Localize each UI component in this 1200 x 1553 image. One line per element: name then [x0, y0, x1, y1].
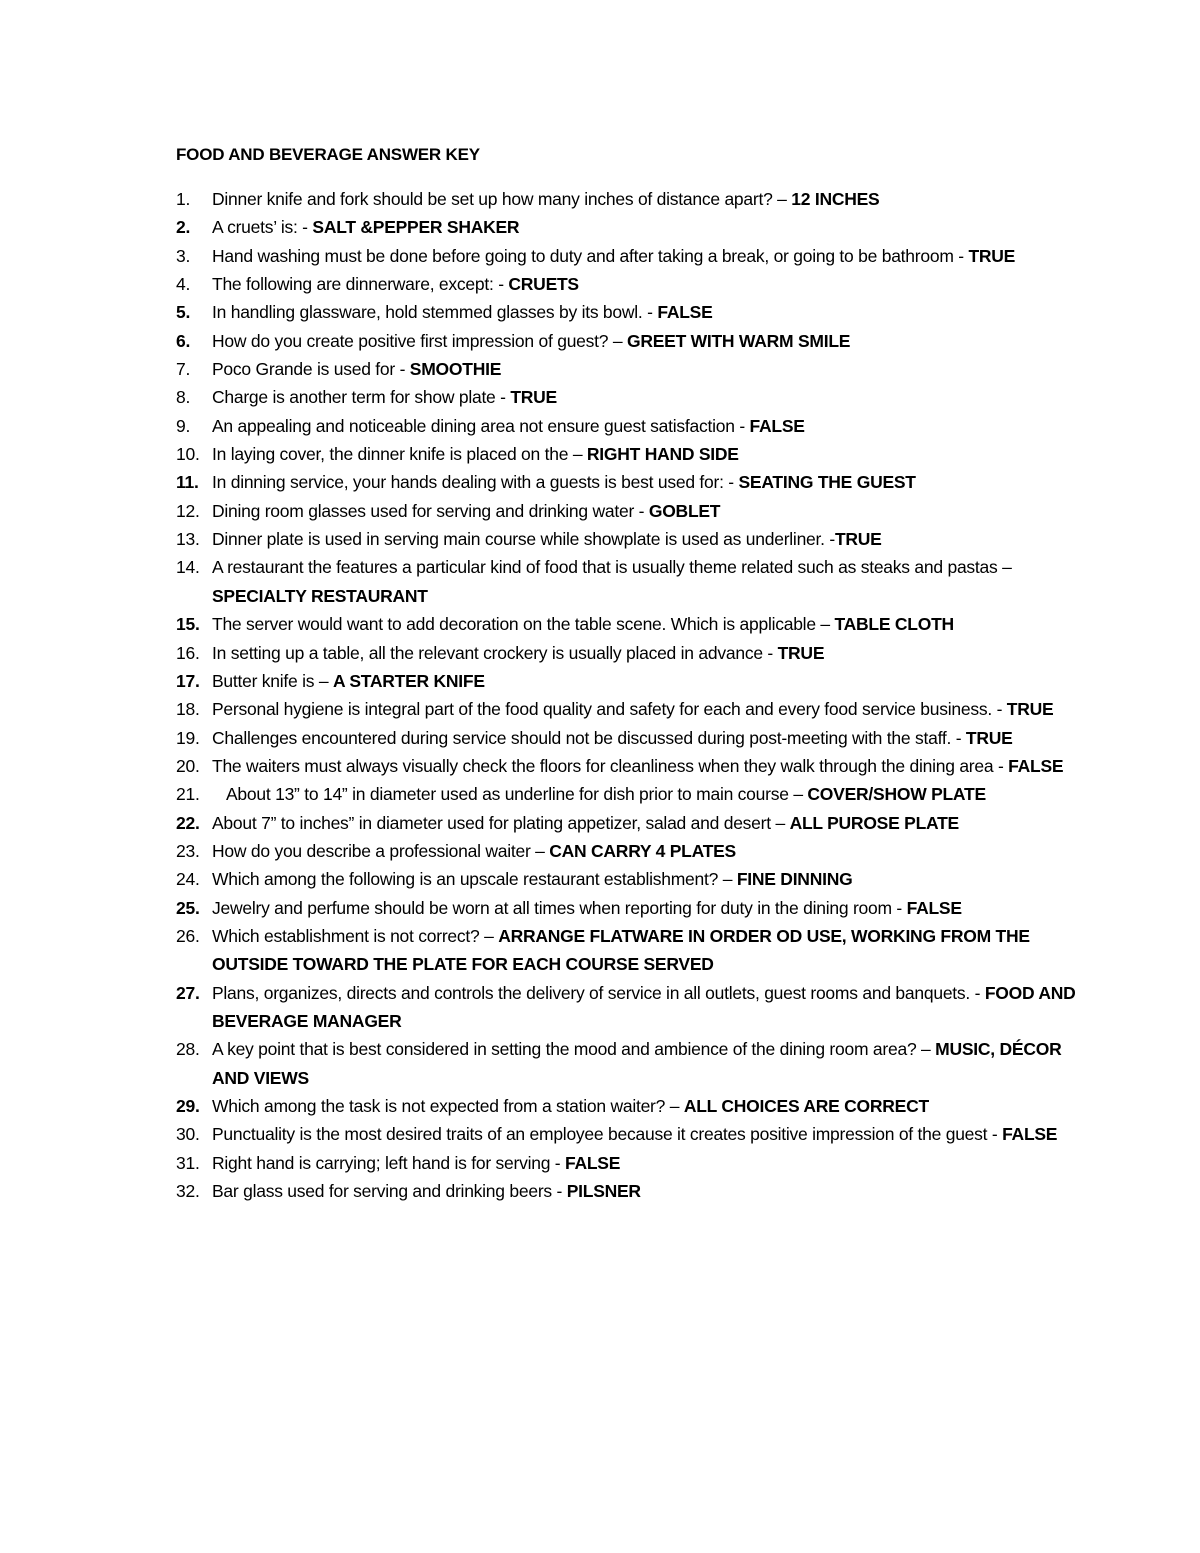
item-number: 24.	[176, 869, 200, 890]
answer-text: TRUE	[777, 642, 825, 663]
answer-item	[176, 1035, 1076, 1092]
answer-item	[176, 298, 1076, 326]
answer-item	[176, 270, 1076, 298]
question-text: Punctuality is the most desired traits of an employee because it creates positive impression of the guest -	[212, 1124, 1003, 1145]
question-text: Which establishment is not correct? –	[212, 925, 499, 946]
item-body	[212, 1177, 1076, 1205]
answer-text: TRUE	[965, 727, 1013, 748]
item-number: 19.	[176, 727, 200, 748]
item-number: 13.	[176, 529, 200, 550]
item-body	[212, 298, 1076, 326]
answer-key-list	[176, 185, 1076, 1205]
question-text: Dinner knife and fork should be set up how many inches of distance apart? –	[212, 189, 792, 209]
answer-item	[176, 497, 1076, 525]
answer-text: SALT &PEPPER SHAKER	[312, 217, 520, 238]
answer-text: TRUE	[1006, 699, 1054, 720]
item-number: 12.	[176, 500, 200, 521]
item-number: 8.	[176, 387, 191, 408]
answer-item	[176, 752, 1076, 780]
item-number: 1.	[176, 189, 191, 209]
answer-text: SEATING THE GUEST	[738, 472, 916, 493]
question-text: Dinner plate is used in serving main course while showplate is used as underliner. -	[212, 529, 835, 550]
answer-item	[176, 553, 1076, 610]
question-text: Right hand is carrying; left hand is for serving -	[212, 1152, 565, 1173]
item-number: 23.	[176, 840, 200, 861]
answer-text: FALSE	[749, 415, 805, 436]
question-text: Charge is another term for show plate -	[212, 387, 511, 408]
answer-text: ALL CHOICES ARE CORRECT	[683, 1096, 929, 1116]
question-text: A key point that is best considered in setting the mood and ambience of the dining room area? –	[212, 1039, 936, 1060]
answer-item	[176, 695, 1076, 723]
answer-text: FALSE	[1008, 755, 1064, 776]
item-body	[212, 1092, 1076, 1120]
answer-text: FINE DINNING	[736, 869, 853, 890]
question-text: The server would want to add decoration on the table scene. Which is applicable –	[212, 614, 835, 635]
item-number: 6.	[176, 330, 191, 351]
item-number: 11.	[176, 472, 199, 493]
question-text: Plans, organizes, directs and controls the delivery of service in all outlets, guest rooms and banquets. -	[212, 982, 985, 1003]
answer-item	[176, 525, 1076, 553]
item-body	[212, 525, 1076, 553]
question-text: Personal hygiene is integral part of the food quality and safety for each and every food service business. -	[212, 699, 1007, 720]
item-number: 21.	[176, 784, 200, 805]
item-body	[212, 780, 1076, 808]
answer-text: FALSE	[1002, 1124, 1058, 1145]
item-body	[212, 865, 1076, 893]
question-text: About 13” to 14” in diameter used as underline for dish prior to main course –	[226, 784, 808, 805]
question-text: Butter knife is –	[212, 670, 333, 691]
item-number: 3.	[176, 245, 191, 266]
answer-item	[176, 780, 1076, 808]
item-body	[212, 667, 1076, 695]
item-number: 9.	[176, 415, 191, 436]
answer-item	[176, 922, 1076, 979]
item-number: 32.	[176, 1181, 200, 1202]
item-body	[212, 185, 1076, 213]
answer-text: SMOOTHIE	[409, 359, 502, 380]
item-body	[212, 440, 1076, 468]
question-text: The waiters must always visually check the floors for cleanliness when they walk through the dining area -	[212, 755, 1009, 776]
item-body	[212, 213, 1076, 241]
answer-item	[176, 1149, 1076, 1177]
item-body	[212, 809, 1076, 837]
answer-text: FALSE	[657, 302, 713, 323]
item-body	[212, 412, 1076, 440]
question-text: An appealing and noticeable dining area not ensure guest satisfaction -	[212, 415, 750, 436]
item-body	[212, 468, 1076, 496]
item-number: 5.	[176, 302, 191, 323]
item-number: 2.	[176, 217, 191, 238]
item-body	[212, 1120, 1076, 1148]
question-text: A cruets’ is: -	[212, 217, 313, 238]
item-number: 4.	[176, 274, 191, 295]
answer-item	[176, 1120, 1076, 1148]
item-body	[212, 355, 1076, 383]
question-text: In handling glassware, hold stemmed glasses by its bowl. -	[212, 302, 658, 323]
question-text: About 7” to inches” in diameter used for plating appetizer, salad and desert –	[212, 812, 790, 833]
item-body	[212, 327, 1076, 355]
item-body	[212, 752, 1076, 780]
answer-item	[176, 865, 1076, 893]
answer-text: FOOD AND BEVERAGE MANAGER	[212, 982, 1076, 1031]
item-body	[212, 497, 1076, 525]
answer-text: GOBLET	[648, 500, 721, 521]
answer-text: SPECIALTY RESTAURANT	[212, 585, 428, 606]
answer-text: ALL PUROSE PLATE	[789, 812, 959, 833]
item-body	[212, 242, 1076, 270]
question-text: How do you create positive first impression of guest? –	[212, 330, 627, 351]
answer-item	[176, 894, 1076, 922]
answer-text: ARRANGE FLATWARE IN ORDER OD USE, WORKING FROM THE OUTSIDE TOWARD THE PLATE FOR EACH COURSE SERVED	[212, 925, 1030, 975]
item-number: 17.	[176, 670, 200, 691]
item-body	[212, 695, 1076, 723]
item-body	[212, 894, 1076, 922]
item-body	[212, 639, 1076, 667]
answer-item	[176, 213, 1076, 241]
answer-item	[176, 1177, 1076, 1205]
item-number: 31.	[176, 1152, 200, 1173]
answer-item	[176, 355, 1076, 383]
item-body	[212, 1149, 1076, 1177]
item-number: 30.	[176, 1124, 200, 1145]
item-number: 20.	[176, 755, 200, 776]
answer-item	[176, 610, 1076, 638]
item-number: 22.	[176, 812, 200, 833]
item-number: 25.	[176, 897, 200, 918]
answer-item	[176, 724, 1076, 752]
item-body	[212, 922, 1076, 979]
answer-item	[176, 383, 1076, 411]
answer-item	[176, 440, 1076, 468]
answer-text: PILSNER	[566, 1181, 641, 1202]
question-text: A restaurant the features a particular kind of food that is usually theme related such as steaks and pastas –	[212, 557, 1012, 578]
question-text: Hand washing must be done before going to duty and after taking a break, or going to be bathroom -	[212, 245, 969, 266]
question-text: How do you describe a professional waiter –	[212, 840, 550, 861]
answer-item	[176, 639, 1076, 667]
item-body	[212, 270, 1076, 298]
answer-item	[176, 468, 1076, 496]
answer-text: TABLE CLOTH	[834, 614, 954, 635]
answer-text: TRUE	[834, 529, 882, 550]
answer-item	[176, 1092, 1076, 1120]
item-number: 28.	[176, 1039, 200, 1060]
item-body	[212, 979, 1076, 1036]
question-text: In setting up a table, all the relevant crockery is usually placed in advance -	[212, 642, 778, 663]
answer-text: MUSIC, DÉCOR AND VIEWS	[212, 1039, 1062, 1088]
question-text: Which among the following is an upscale restaurant establishment? –	[212, 869, 737, 890]
item-number: 27.	[176, 982, 200, 1003]
answer-text: CRUETS	[508, 274, 579, 295]
answer-text: GREET WITH WARM SMILE	[626, 330, 851, 351]
item-number: 29.	[176, 1096, 200, 1116]
item-body	[212, 383, 1076, 411]
question-text: Bar glass used for serving and drinking beers -	[212, 1181, 567, 1202]
item-number: 26.	[176, 925, 200, 946]
question-text: Dining room glasses used for serving and drinking water -	[212, 500, 649, 521]
item-number: 7.	[176, 359, 191, 380]
answer-text: TRUE	[510, 387, 557, 408]
answer-item	[176, 809, 1076, 837]
item-number: 16.	[176, 642, 200, 663]
answer-item	[176, 979, 1076, 1036]
question-text: The following are dinnerware, except: -	[212, 274, 509, 295]
answer-text: 12 INCHES	[791, 189, 880, 209]
item-body	[212, 837, 1076, 865]
answer-item	[176, 412, 1076, 440]
item-number: 10.	[176, 444, 200, 465]
answer-text: CAN CARRY 4 PLATES	[549, 840, 736, 861]
item-number: 15.	[176, 614, 200, 635]
answer-text: TRUE	[968, 245, 1016, 266]
question-text: In laying cover, the dinner knife is placed on the –	[212, 444, 587, 465]
answer-item	[176, 837, 1076, 865]
question-text: Poco Grande is used for -	[212, 359, 410, 380]
answer-item	[176, 667, 1076, 695]
item-body	[212, 1035, 1076, 1092]
question-text: Challenges encountered during service should not be discussed during post-meeting with the staff. -	[212, 727, 966, 748]
answer-text: FALSE	[564, 1152, 621, 1173]
item-number: 14.	[176, 557, 200, 578]
item-number: 18.	[176, 699, 200, 720]
answer-text: COVER/SHOW PLATE	[807, 784, 986, 805]
item-body	[212, 553, 1076, 610]
answer-text: A STARTER KNIFE	[332, 670, 485, 691]
question-text: Which among the task is not expected from a station waiter? –	[212, 1096, 684, 1116]
question-text: In dinning service, your hands dealing with a guests is best used for: -	[212, 472, 739, 493]
answer-text: FALSE	[906, 897, 962, 918]
answer-item	[176, 327, 1076, 355]
item-body	[212, 610, 1076, 638]
answer-text: RIGHT HAND SIDE	[586, 444, 739, 465]
question-text: Jewelry and perfume should be worn at all times when reporting for duty in the dining room -	[212, 897, 907, 918]
item-body	[212, 724, 1076, 752]
answer-item	[176, 185, 1076, 213]
document-title: FOOD AND BEVERAGE ANSWER KEY	[176, 145, 480, 164]
answer-item	[176, 242, 1076, 270]
